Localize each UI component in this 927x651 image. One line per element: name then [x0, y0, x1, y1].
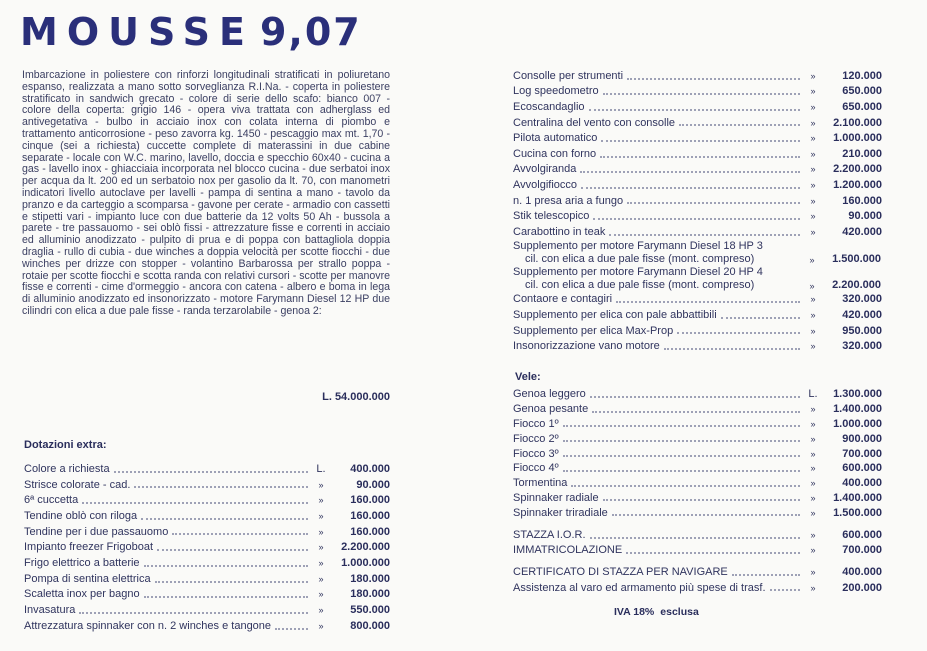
price-row [513, 266, 882, 292]
price-row [513, 115, 882, 131]
fees-list [513, 527, 882, 595]
currency-mark: » [810, 418, 816, 429]
price-row [513, 162, 882, 178]
currency-mark: » [810, 341, 816, 352]
price-row [513, 193, 882, 209]
item-label: 6ª cuccetta [24, 494, 79, 507]
dot-leader [677, 331, 800, 334]
currency-mark: » [810, 226, 816, 237]
dot-leader [627, 201, 800, 204]
currency-mark: » [810, 404, 816, 415]
item-label: Supplemento per elica con pale abbattibili [513, 308, 717, 321]
item-label: Strisce colorate - cad. [24, 478, 131, 491]
currency-mark: » [809, 254, 815, 265]
currency-mark: » [810, 478, 816, 489]
currency-mark: » [318, 620, 324, 631]
item-label [513, 240, 803, 266]
item-price: 550.000 [350, 604, 390, 617]
price-row [513, 491, 882, 506]
currency-mark: » [318, 510, 324, 521]
item-label: Ecoscandaglio [513, 100, 585, 113]
item-label: Pompa di sentina elettrica [24, 572, 151, 585]
item-label: Spinnaker triradiale [513, 506, 608, 519]
item-price: 400.000 [350, 462, 390, 475]
dot-leader [172, 532, 308, 535]
item-label: Insonorizzazione vano motore [513, 340, 660, 353]
dot-leader [616, 300, 800, 303]
boat-description: Imbarcazione in poliestere con rinforzi longitudinali stratificati in poliuretano espanso, realizzata a mano sotto sorveglianza R.I.Na. - coperta in poliestere stratificato in sandwich grecato - colore di serie dello scafo: bianco 007 - colore della coperta: grigio 146 - opera viva trattata con adherglass ed antivegetativa - bulbo in acciaio inox con colata interna di piombo e trattamento anticorrosione - peso zavorra kg. 1450 - pescaggio max mt. 1,70 - cinque (sei a richiesta) cuccette complete di materassini in due cabine separate - locale con W.C. marino, lavello, doccia e specchio 60x40 - cucina a gas - lavello inox - ghiacciaia incorporata nel blocco cucina - due serbatoi inox per acqua da lt. 200 ed un serbatoio nox per gasolio da lt. 70, con manometri indicatori livello autoclave per lavelli - pampa di sentina a mano - tavolo da pranzo e da carteggio a scomparsa - gavone per cerate - armadio con cassetti e stipetti vari - impianto luce con due batterie da 12 volts 50 Ah - bussola a parete - tre passauomo - sei oblò fissi - attrezzature fisse e correnti in acciaio ed alluminio anodizzato - pulpito di prua e di poppa con battagliola doppia draglia - rullo di cubia - due winches a doppia velocità per scotte fiocchi - due winches per drizze con stopper - volantino Barbarossa per strallo poppa - rotaie per scotte fiocchi e scotta randa con relativi cursori - scotte per manovre fisse e correnti - cime d'ormeggio - ancora con catena - albero e boma in lega di alluminio anodizzato ed insonorizzato - motore Farymann Diesel 12 HP due cilindri con elica a due pale fisse - randa terzarolabile - genoa 2: [22, 69, 390, 317]
item-price: 650.000 [842, 100, 882, 113]
currency-mark: » [810, 117, 816, 128]
price-row [513, 240, 882, 266]
dot-leader [141, 517, 308, 520]
currency-mark: » [810, 309, 816, 320]
price-row [513, 476, 882, 491]
currency-mark: » [810, 86, 816, 97]
item-label: Consolle per strumenti [513, 69, 624, 82]
item-price: 700.000 [842, 544, 882, 557]
dot-leader [603, 498, 800, 501]
item-price: 950.000 [842, 324, 882, 337]
currency-mark: » [810, 294, 816, 305]
item-label: Carabottino in teak [513, 225, 606, 238]
dot-leader [144, 564, 308, 567]
dot-leader [612, 513, 800, 516]
price-row [513, 527, 882, 543]
item-label: Colore a richiesta [24, 462, 110, 475]
extras-title: Dotazioni extra: [24, 439, 107, 451]
item-label-line1: Supplemento per motore Farymann Diesel 18 HP 3 [513, 239, 763, 252]
item-label: Supplemento per elica Max-Prop [513, 324, 674, 337]
item-price: 2.200.000 [833, 163, 882, 176]
item-label: Fiocco 4º [513, 462, 559, 475]
item-label: Stik telescopico [513, 210, 590, 223]
price-row [513, 84, 882, 100]
currency-mark: » [810, 164, 816, 175]
item-label-line2: cil. con elica a due pale fisse (mont. compreso) [525, 252, 755, 265]
item-label: Fiocco 2º [513, 432, 559, 445]
dot-leader [679, 123, 800, 126]
dot-leader [770, 588, 800, 591]
accessories-list [513, 68, 882, 354]
dot-leader [592, 410, 800, 413]
item-price: 120.000 [842, 69, 882, 82]
currency-mark: » [318, 589, 324, 600]
dot-leader [593, 217, 800, 220]
item-label: Fiocco 3º [513, 447, 559, 460]
dot-leader [563, 469, 800, 472]
title-brand: MOUSSE [20, 10, 254, 54]
sails-list [513, 387, 882, 520]
page-title [20, 10, 362, 54]
vat-note [614, 606, 699, 618]
dot-leader [155, 580, 308, 583]
item-price: 900.000 [842, 432, 882, 445]
price-row [513, 446, 882, 461]
item-price: 1.400.000 [833, 403, 882, 416]
vat-status: esclusa [660, 606, 699, 618]
item-label: Assistenza al varo ed armamento più spese di trasf. [513, 581, 766, 594]
item-label: Tendine per i due passauomo [24, 525, 169, 538]
currency-mark: » [318, 557, 324, 568]
price-row [513, 580, 882, 596]
item-price: 1.000.000 [341, 556, 390, 569]
item-label: Avvolgifiocco [513, 178, 577, 191]
currency-mark: » [810, 133, 816, 144]
extras-list [24, 461, 390, 634]
dot-leader [144, 595, 308, 598]
currency-mark: » [810, 195, 816, 206]
item-label-line1: Supplemento per motore Farymann Diesel 20 HP 4 [513, 265, 763, 278]
item-price: 210.000 [842, 147, 882, 160]
currency-mark: » [810, 179, 816, 190]
item-price: 320.000 [842, 293, 882, 306]
item-price: 160.000 [350, 509, 390, 522]
item-label: Impianto freezer Frigoboat [24, 541, 154, 554]
dot-leader [563, 454, 800, 457]
item-price: 1.500.000 [832, 252, 881, 265]
price-row [24, 555, 390, 571]
item-label: Tendine oblò con riloga [24, 509, 138, 522]
dot-leader [721, 316, 800, 319]
dot-leader [590, 536, 800, 539]
item-price: 650.000 [842, 85, 882, 98]
item-price: 180.000 [350, 572, 390, 585]
price-row [513, 417, 882, 432]
dot-leader [732, 573, 800, 576]
item-label: CERTIFICATO DI STAZZA PER NAVIGARE [513, 565, 728, 578]
currency-mark: » [810, 211, 816, 222]
item-label: n. 1 presa aria a fungo [513, 194, 624, 207]
price-row [513, 338, 882, 354]
dot-leader [580, 170, 800, 173]
price-row [513, 68, 882, 84]
item-price: 90.000 [848, 210, 882, 223]
item-price: 2.200.000 [832, 278, 881, 291]
currency-mark: » [810, 545, 816, 556]
currency-mark: » [318, 526, 324, 537]
price-row [513, 146, 882, 162]
currency-mark: » [810, 529, 816, 540]
item-label: Frigo elettrico a batterie [24, 556, 140, 569]
price-row [513, 323, 882, 339]
currency-mark: » [318, 573, 324, 584]
currency-mark: » [810, 492, 816, 503]
currency-mark: » [810, 70, 816, 81]
price-row [513, 564, 882, 580]
item-price: 2.200.000 [341, 541, 390, 554]
price-row [24, 587, 390, 603]
sails-title: Vele: [515, 371, 541, 383]
dot-leader [563, 424, 800, 427]
dot-leader [134, 485, 308, 488]
item-price: 160.000 [350, 525, 390, 538]
dot-leader [664, 347, 800, 350]
price-row [24, 571, 390, 587]
item-price: 600.000 [842, 462, 882, 475]
price-row [24, 618, 390, 634]
dot-leader [275, 627, 308, 630]
item-price: 1.400.000 [833, 491, 882, 504]
item-price: 420.000 [842, 308, 882, 321]
price-row [24, 539, 390, 555]
dot-leader [563, 439, 800, 442]
price-row [24, 524, 390, 540]
item-label: Centralina del vento con consolle [513, 116, 676, 129]
price-row [24, 492, 390, 508]
item-price: 600.000 [842, 528, 882, 541]
dot-leader [571, 484, 800, 487]
item-price: 200.000 [842, 581, 882, 594]
item-label: Pilota automatico [513, 132, 598, 145]
dot-leader [626, 551, 800, 554]
price-row [513, 307, 882, 323]
item-price: 1.200.000 [833, 178, 882, 191]
vat-label: IVA 18% [614, 606, 655, 618]
item-label: STAZZA I.O.R. [513, 528, 586, 541]
item-label: Spinnaker radiale [513, 491, 599, 504]
dot-leader [589, 108, 800, 111]
price-row [24, 477, 390, 493]
item-label: Fiocco 1º [513, 417, 559, 430]
price-row [24, 508, 390, 524]
item-price: 400.000 [842, 565, 882, 578]
item-price: 700.000 [842, 447, 882, 460]
item-label: Attrezzatura spinnaker con n. 2 winches e tangone [24, 619, 272, 632]
item-price: 1.500.000 [833, 506, 882, 519]
currency-mark: » [810, 507, 816, 518]
item-price: 800.000 [350, 619, 390, 632]
currency-mark: » [809, 280, 815, 291]
price-row [513, 505, 882, 520]
item-price: 90.000 [356, 478, 390, 491]
price-row [513, 387, 882, 402]
price-row [513, 543, 882, 559]
currency-mark: » [318, 542, 324, 553]
currency-mark: » [810, 566, 816, 577]
price-row [513, 99, 882, 115]
dot-leader [627, 77, 800, 80]
item-label: Cucina con forno [513, 147, 597, 160]
dot-leader [114, 470, 308, 473]
price-row [513, 431, 882, 446]
dot-leader [82, 501, 308, 504]
item-label: Contaore e contagiri [513, 293, 613, 306]
currency-mark: » [318, 495, 324, 506]
dot-leader [600, 155, 800, 158]
item-label: Invasatura [24, 604, 76, 617]
dot-leader [157, 548, 308, 551]
item-price: 1.000.000 [833, 417, 882, 430]
item-label: Scaletta inox per bagno [24, 588, 140, 601]
dot-leader [581, 186, 800, 189]
dot-leader [79, 611, 308, 614]
dot-leader [603, 92, 800, 95]
currency-mark: » [810, 463, 816, 474]
item-price: 160.000 [842, 194, 882, 207]
item-price: 2.100.000 [833, 116, 882, 129]
item-label [513, 266, 803, 292]
currency-mark: » [810, 448, 816, 459]
title-model: 9,07 [259, 10, 362, 54]
item-price: 420.000 [842, 225, 882, 238]
currency-mark: L. [808, 388, 818, 401]
base-price: L. 54.000.000 [322, 391, 390, 403]
item-label: Genoa leggero [513, 388, 586, 401]
price-row [513, 402, 882, 417]
item-price: 160.000 [350, 494, 390, 507]
item-label: IMMATRICOLAZIONE [513, 544, 623, 557]
item-price: 320.000 [842, 340, 882, 353]
price-row [513, 461, 882, 476]
price-row [24, 461, 390, 477]
currency-mark: » [318, 605, 324, 616]
item-price: 180.000 [350, 588, 390, 601]
item-label-line2: cil. con elica a due pale fisse (mont. compreso) [525, 278, 755, 291]
price-row [24, 602, 390, 618]
currency-mark: » [318, 479, 324, 490]
dot-leader [601, 139, 800, 142]
price-row [513, 177, 882, 193]
currency-mark: » [810, 148, 816, 159]
price-row [513, 130, 882, 146]
item-label: Avvolgiranda [513, 163, 577, 176]
item-price: 1.300.000 [833, 388, 882, 401]
currency-mark: » [810, 101, 816, 112]
dot-leader [590, 395, 800, 398]
item-price: 1.000.000 [833, 132, 882, 145]
price-row [513, 292, 882, 308]
price-row [513, 224, 882, 240]
currency-mark: » [810, 325, 816, 336]
item-price: 400.000 [842, 477, 882, 490]
dot-leader [609, 233, 800, 236]
currency-mark: » [810, 582, 816, 593]
item-label: Genoa pesante [513, 403, 589, 416]
item-label: Log speedometro [513, 85, 599, 98]
item-label: Tormentina [513, 477, 568, 490]
price-row [513, 208, 882, 224]
currency-mark: L. [316, 462, 326, 475]
currency-mark: » [810, 433, 816, 444]
